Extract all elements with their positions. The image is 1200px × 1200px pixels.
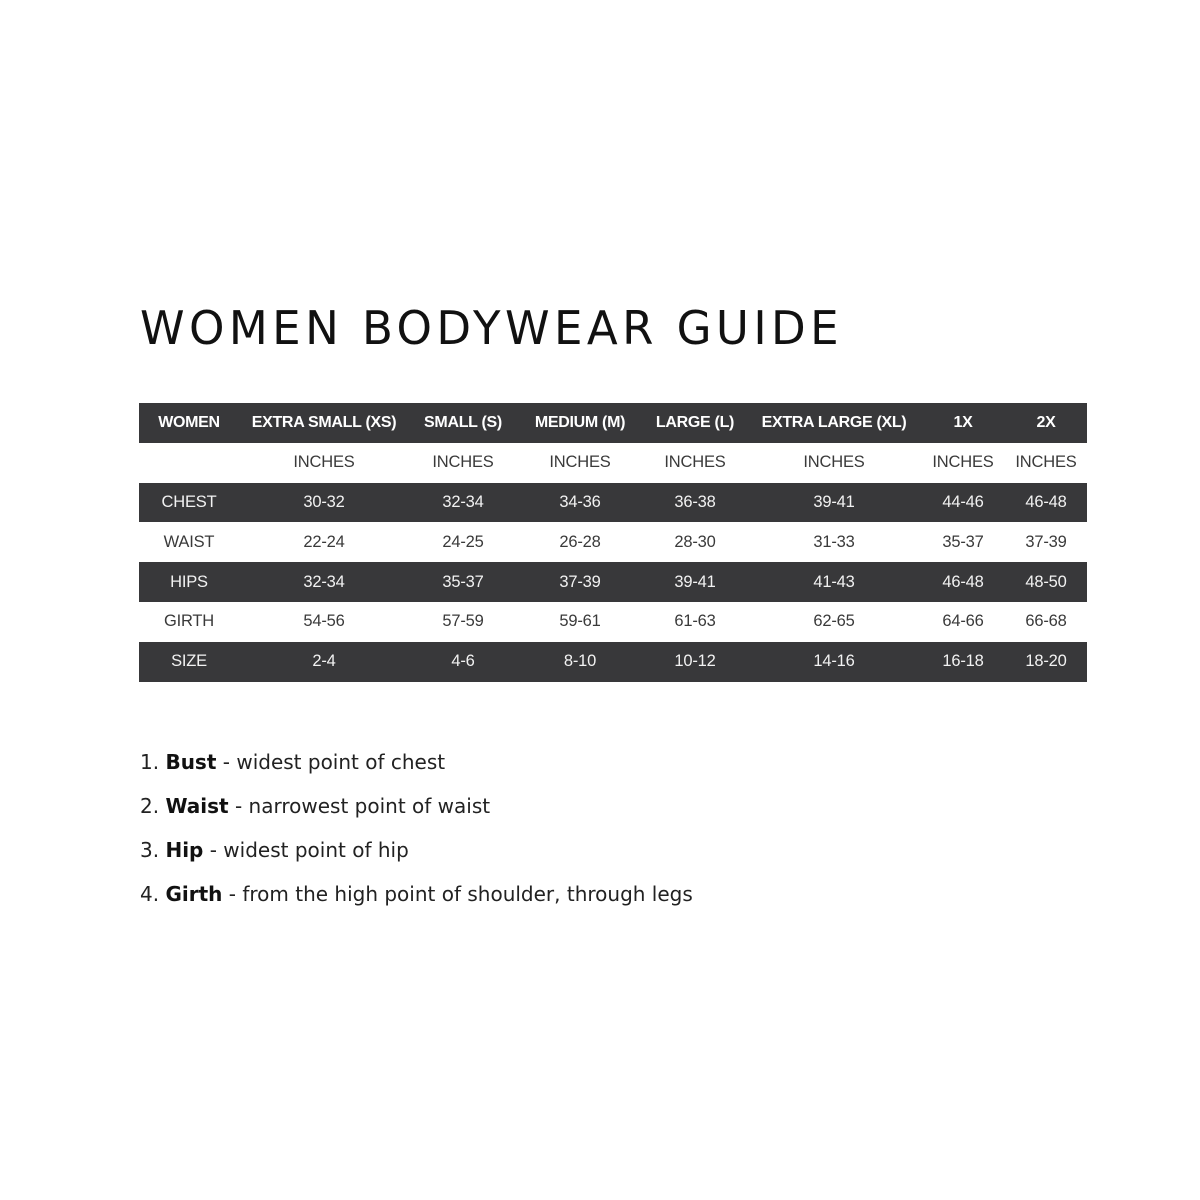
note-number: 1. [140, 750, 160, 774]
units-cell: INCHES [747, 443, 921, 483]
table-row-waist [139, 522, 1087, 562]
table-cell: 10-12 [643, 642, 747, 682]
table-cell: 37-39 [1005, 522, 1087, 562]
note-number: 2. [140, 794, 160, 818]
table-cell: 39-41 [747, 483, 921, 523]
header-cell: 1X [921, 403, 1005, 443]
units-cell: INCHES [1005, 443, 1087, 483]
table-cell: 24-25 [409, 522, 517, 562]
table-cell: 37-39 [517, 562, 643, 602]
units-row [139, 443, 1087, 483]
row-label: GIRTH [139, 602, 239, 642]
note-number: 3. [140, 838, 160, 862]
note-term: Bust [165, 750, 217, 774]
note-girth [140, 874, 693, 918]
note-description: - widest point of chest [216, 750, 446, 774]
table-cell: 48-50 [1005, 562, 1087, 602]
table-cell: 22-24 [239, 522, 409, 562]
table-row-chest [139, 483, 1087, 523]
table-cell: 30-32 [239, 483, 409, 523]
header-cell: EXTRA SMALL (XS) [239, 403, 409, 443]
table-cell: 18-20 [1005, 642, 1087, 682]
table-cell: 44-46 [921, 483, 1005, 523]
table-cell: 32-34 [409, 483, 517, 523]
units-cell: INCHES [517, 443, 643, 483]
table-cell: 28-30 [643, 522, 747, 562]
note-term: Waist [165, 794, 229, 818]
units-cell: INCHES [239, 443, 409, 483]
table-cell: 26-28 [517, 522, 643, 562]
table-cell: 39-41 [643, 562, 747, 602]
table-cell: 35-37 [921, 522, 1005, 562]
table-cell: 34-36 [517, 483, 643, 523]
note-description: - narrowest point of waist [228, 794, 491, 818]
note-hip [140, 830, 693, 874]
row-label: SIZE [139, 642, 239, 682]
note-term: Hip [165, 838, 204, 862]
table-cell: 46-48 [1005, 483, 1087, 523]
table-cell: 46-48 [921, 562, 1005, 602]
table-cell: 54-56 [239, 602, 409, 642]
table-row-hips [139, 562, 1087, 602]
size-chart-table [139, 403, 1087, 682]
measurement-notes [140, 742, 693, 918]
table-cell: 2-4 [239, 642, 409, 682]
table-cell: 35-37 [409, 562, 517, 602]
row-label: HIPS [139, 562, 239, 602]
header-cell: WOMEN [139, 403, 239, 443]
table-cell: 57-59 [409, 602, 517, 642]
units-cell: INCHES [409, 443, 517, 483]
header-cell: LARGE (L) [643, 403, 747, 443]
table-cell: 4-6 [409, 642, 517, 682]
header-cell: EXTRA LARGE (XL) [747, 403, 921, 443]
row-label: CHEST [139, 483, 239, 523]
table-row-girth [139, 602, 1087, 642]
table-cell: 66-68 [1005, 602, 1087, 642]
note-waist [140, 786, 693, 830]
header-cell: MEDIUM (M) [517, 403, 643, 443]
note-description: - widest point of hip [203, 838, 409, 862]
note-term: Girth [165, 882, 223, 906]
table-cell: 64-66 [921, 602, 1005, 642]
units-cell: INCHES [643, 443, 747, 483]
page-title: WOMEN BODYWEAR GUIDE [140, 301, 844, 355]
note-bust [140, 742, 693, 786]
header-cell: SMALL (S) [409, 403, 517, 443]
table-cell: 16-18 [921, 642, 1005, 682]
row-label: WAIST [139, 522, 239, 562]
note-description: - from the high point of shoulder, through legs [222, 882, 693, 906]
table-cell: 31-33 [747, 522, 921, 562]
table-cell: 32-34 [239, 562, 409, 602]
table-cell: 61-63 [643, 602, 747, 642]
table-cell: 41-43 [747, 562, 921, 602]
table-cell: 8-10 [517, 642, 643, 682]
table-header-row [139, 403, 1087, 443]
table-cell: 14-16 [747, 642, 921, 682]
header-cell: 2X [1005, 403, 1087, 443]
units-cell [139, 443, 239, 483]
table-row-size [139, 642, 1087, 682]
table-cell: 36-38 [643, 483, 747, 523]
units-cell: INCHES [921, 443, 1005, 483]
note-number: 4. [140, 882, 160, 906]
table-cell: 62-65 [747, 602, 921, 642]
table-cell: 59-61 [517, 602, 643, 642]
